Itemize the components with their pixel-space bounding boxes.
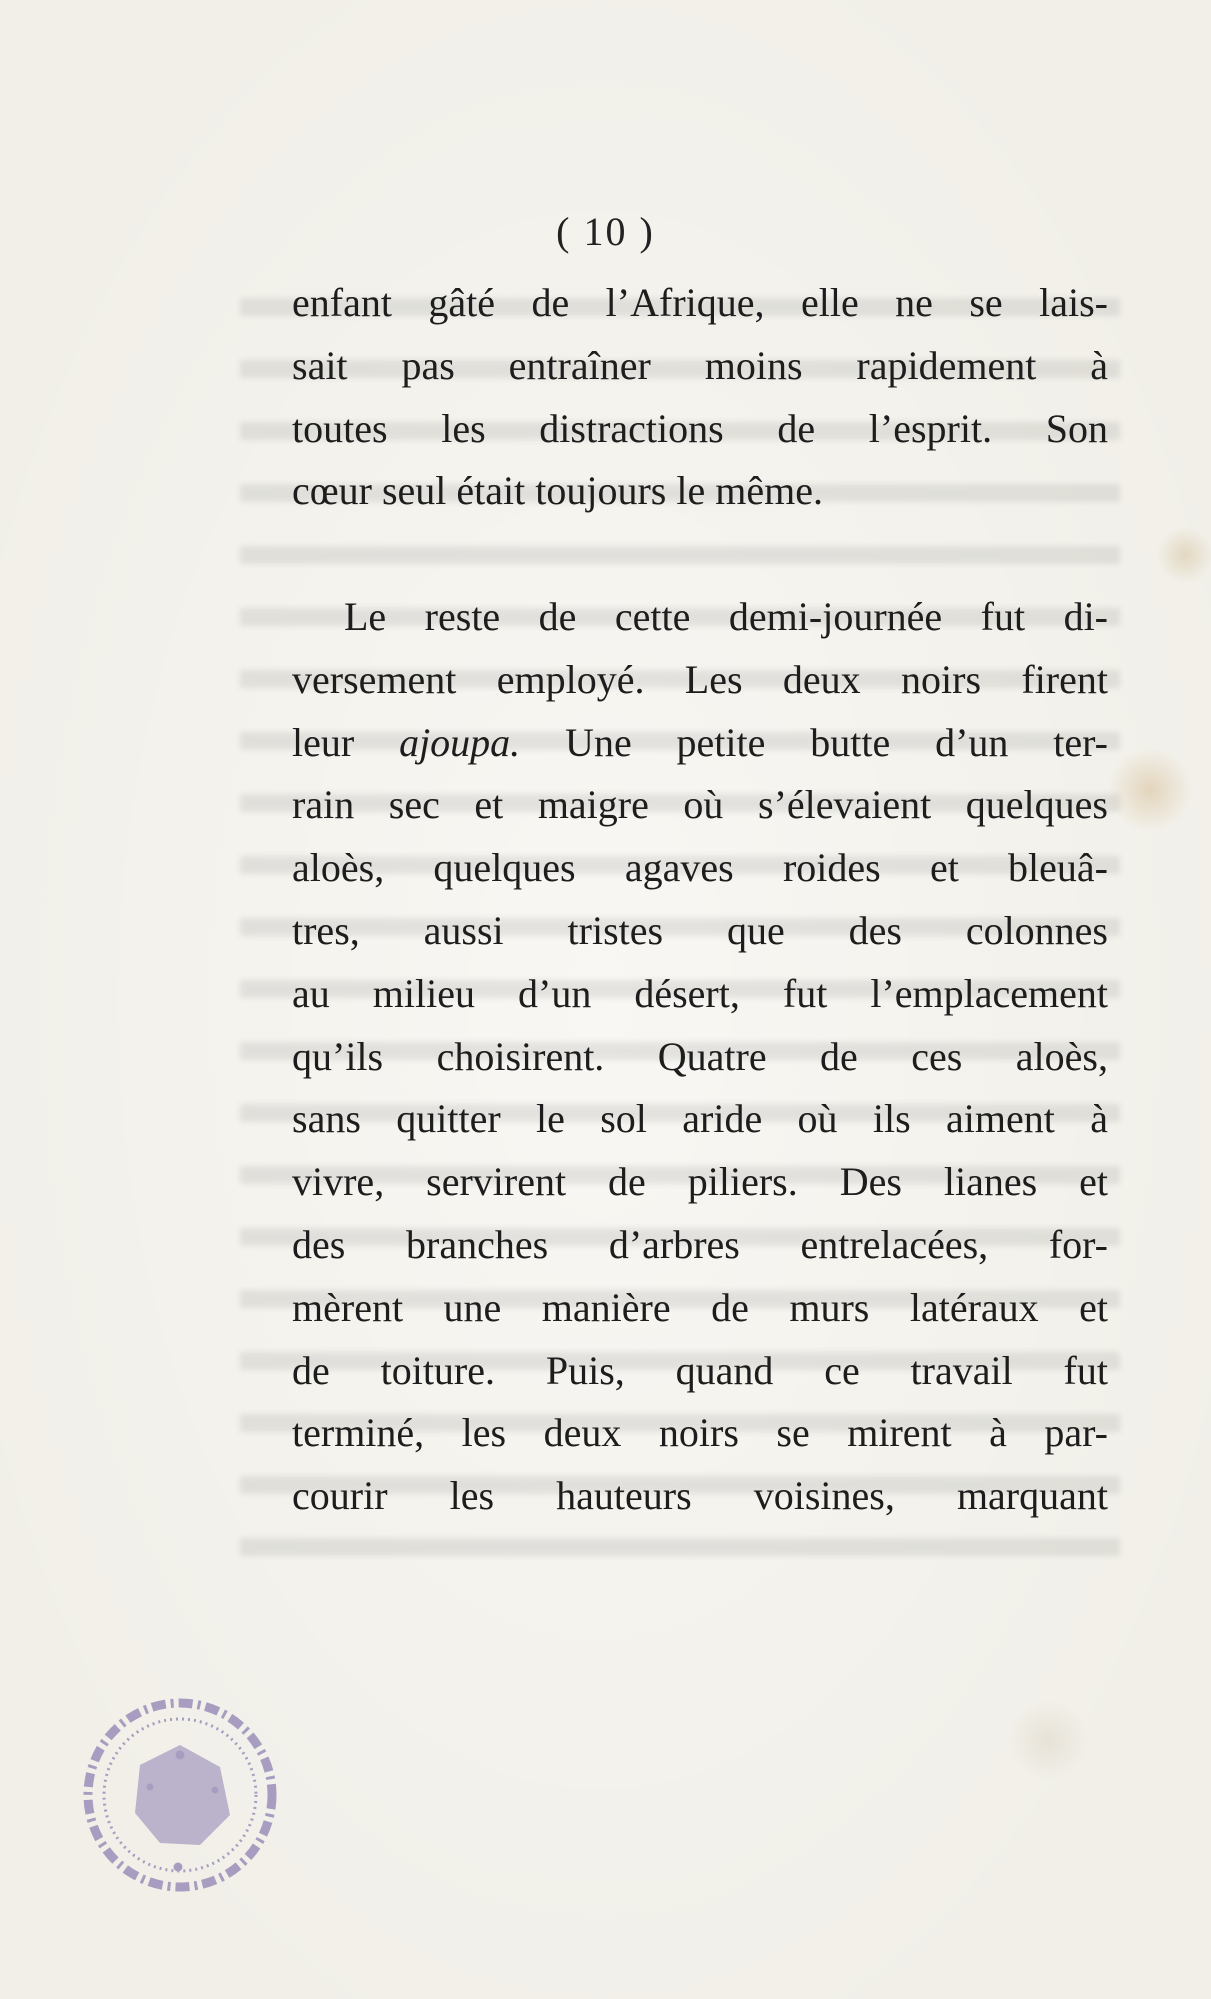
page-number: ( 10 )	[556, 209, 655, 254]
text-line: mèrent une manière de murs latéraux et	[292, 1284, 1108, 1330]
text-line: terminé, les deux noirs se mirent à par-	[292, 1410, 1108, 1456]
text-fragment: leur	[292, 719, 400, 765]
text-line: toutes les distractions de l’esprit. Son	[292, 405, 1108, 451]
text-line: courir les hauteurs voisines, marquant	[292, 1473, 1108, 1519]
text-line: Le reste de cette demi-journée fut di-	[344, 593, 1108, 639]
text-line: qu’ils choisirent. Quatre de ces aloès,	[292, 1033, 1108, 1079]
text-line: rain sec et maigre où s’élevaient quelques	[292, 782, 1108, 828]
text-line: sait pas entraîner moins rapidement à	[292, 342, 1108, 388]
body-text	[292, 272, 1108, 1528]
text-fragment: Une petite butte d’un ter-	[520, 719, 1109, 765]
text-line: au milieu d’un désert, fut l’emplacement	[292, 970, 1108, 1016]
text-line: aloès, quelques agaves roides et bleuâ-	[292, 845, 1108, 891]
text-line: des branches d’arbres entrelacées, for-	[292, 1221, 1108, 1267]
text-line: de toiture. Puis, quand ce travail fut	[292, 1347, 1108, 1393]
text-line: sans quitter le sol aride où ils aiment à	[292, 1096, 1108, 1142]
paragraph-gap	[292, 523, 1108, 586]
text-line-mixed	[292, 712, 1108, 775]
text-line: vivre, servirent de piliers. Des lianes et	[292, 1159, 1108, 1205]
library-stamp-icon	[80, 1695, 280, 1895]
italic-word: ajoupa.	[399, 719, 521, 765]
text-line: tres, aussi tristes que des colonnes	[292, 907, 1108, 953]
text-line: versement employé. Les deux noirs firent	[292, 656, 1108, 702]
text-line: enfant gâté de l’Afrique, elle ne se lais-	[292, 280, 1108, 325]
text-line: cœur seul était toujours le même.	[292, 468, 823, 514]
